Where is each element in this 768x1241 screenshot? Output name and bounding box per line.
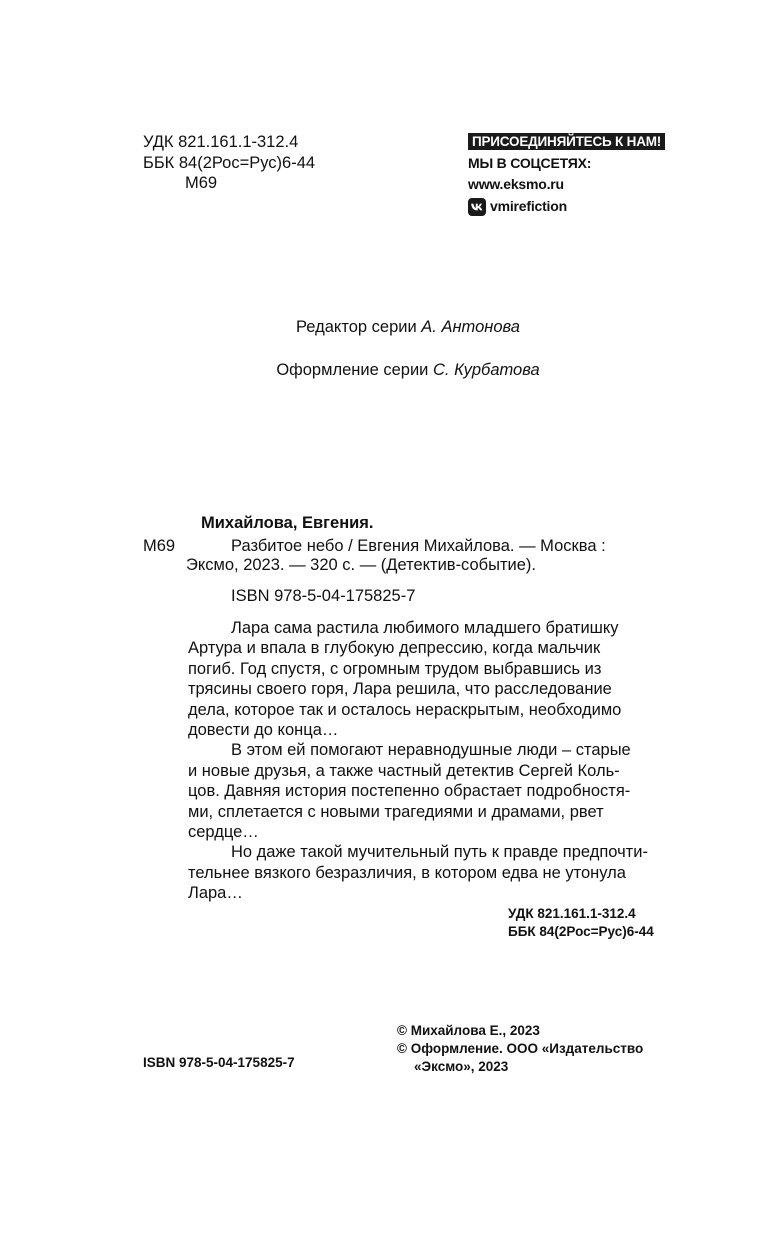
annotation-line: Но даже такой мучительный путь к правде предпочти- <box>231 843 648 862</box>
join-badge: ПРИСОЕДИНЯЙТЕСЬ К НАМ! <box>468 133 665 150</box>
record-isbn: ISBN 978-5-04-175825-7 <box>231 587 416 605</box>
social-block <box>468 133 678 217</box>
bottom-bbk: ББК 84(2Рос=Рус)6-44 <box>508 924 654 939</box>
bottom-udk: УДК 821.161.1-312.4 <box>508 906 636 921</box>
copyright-design: © Оформление. ООО «Издательство <box>397 1041 644 1056</box>
annotation-line: Лара… <box>188 884 243 903</box>
vk-link[interactable] <box>468 196 678 217</box>
annotation <box>188 618 673 904</box>
annotation-line: и новые друзья, а также частный детектив Сергей Коль- <box>188 761 620 780</box>
series-design <box>0 360 768 380</box>
editor-label: Редактор серии <box>296 318 417 336</box>
udk-code: УДК 821.161.1-312.4 <box>143 133 299 151</box>
annotation-line: трясины своего горя, Лара решила, что расследование <box>188 680 612 699</box>
author-heading: Михайлова, Евгения. <box>201 514 374 532</box>
bottom-codes <box>508 905 654 941</box>
annotation-line: цов. Давняя история постепенно обрастает подробностя- <box>188 782 631 801</box>
editor-name: А. Антонова <box>421 318 520 336</box>
author-mark: М69 <box>185 174 218 192</box>
annotation-line: Лара сама растила любимого младшего братишку <box>231 619 619 637</box>
annotation-line: Артура и впала в глубокую депрессию, когда мальчик <box>188 639 601 658</box>
record-author-mark: М69 <box>143 537 176 555</box>
annotation-line: довести до конца… <box>188 721 339 740</box>
annotation-line: погиб. Год спустя, с огромным трудом выбравшись из <box>188 659 602 678</box>
bottom-isbn: ISBN 978-5-04-175825-7 <box>143 1055 295 1070</box>
website-link[interactable]: www.eksmo.ru <box>468 176 564 192</box>
title-line-1: Разбитое небо / Евгения Михайлова. — Москва : <box>231 537 606 555</box>
design-label: Оформление серии <box>276 361 429 379</box>
annotation-line: ми, сплетается с новыми трагедиями и драмами, рвет <box>188 802 604 821</box>
vk-handle: vmirefiction <box>490 198 567 214</box>
annotation-line: В этом ей помогают неравнодушные люди – старые <box>231 741 631 760</box>
bibliographic-codes <box>143 132 315 194</box>
annotation-line: сердце… <box>188 823 259 842</box>
series-editor <box>0 317 768 337</box>
design-name: С. Курбатова <box>432 361 540 379</box>
annotation-line: тельнее вязкого безразличия, в котором едва не утонула <box>188 863 626 882</box>
bbk-code: ББК 84(2Рос=Рус)6-44 <box>143 153 316 172</box>
copyright-author: © Михайлова Е., 2023 <box>397 1023 540 1038</box>
networks-label: МЫ В СОЦСЕТЯХ: <box>468 155 592 171</box>
copyright-publisher: «Эксмо», 2023 <box>414 1059 509 1074</box>
annotation-line: дела, которое так и осталось нераскрытым, необходимо <box>188 700 622 719</box>
vk-icon <box>468 198 486 216</box>
copyright-block <box>397 1022 643 1076</box>
title-line-2: Эксмо, 2023. — 320 с. — (Детектив-событие). <box>186 556 537 574</box>
